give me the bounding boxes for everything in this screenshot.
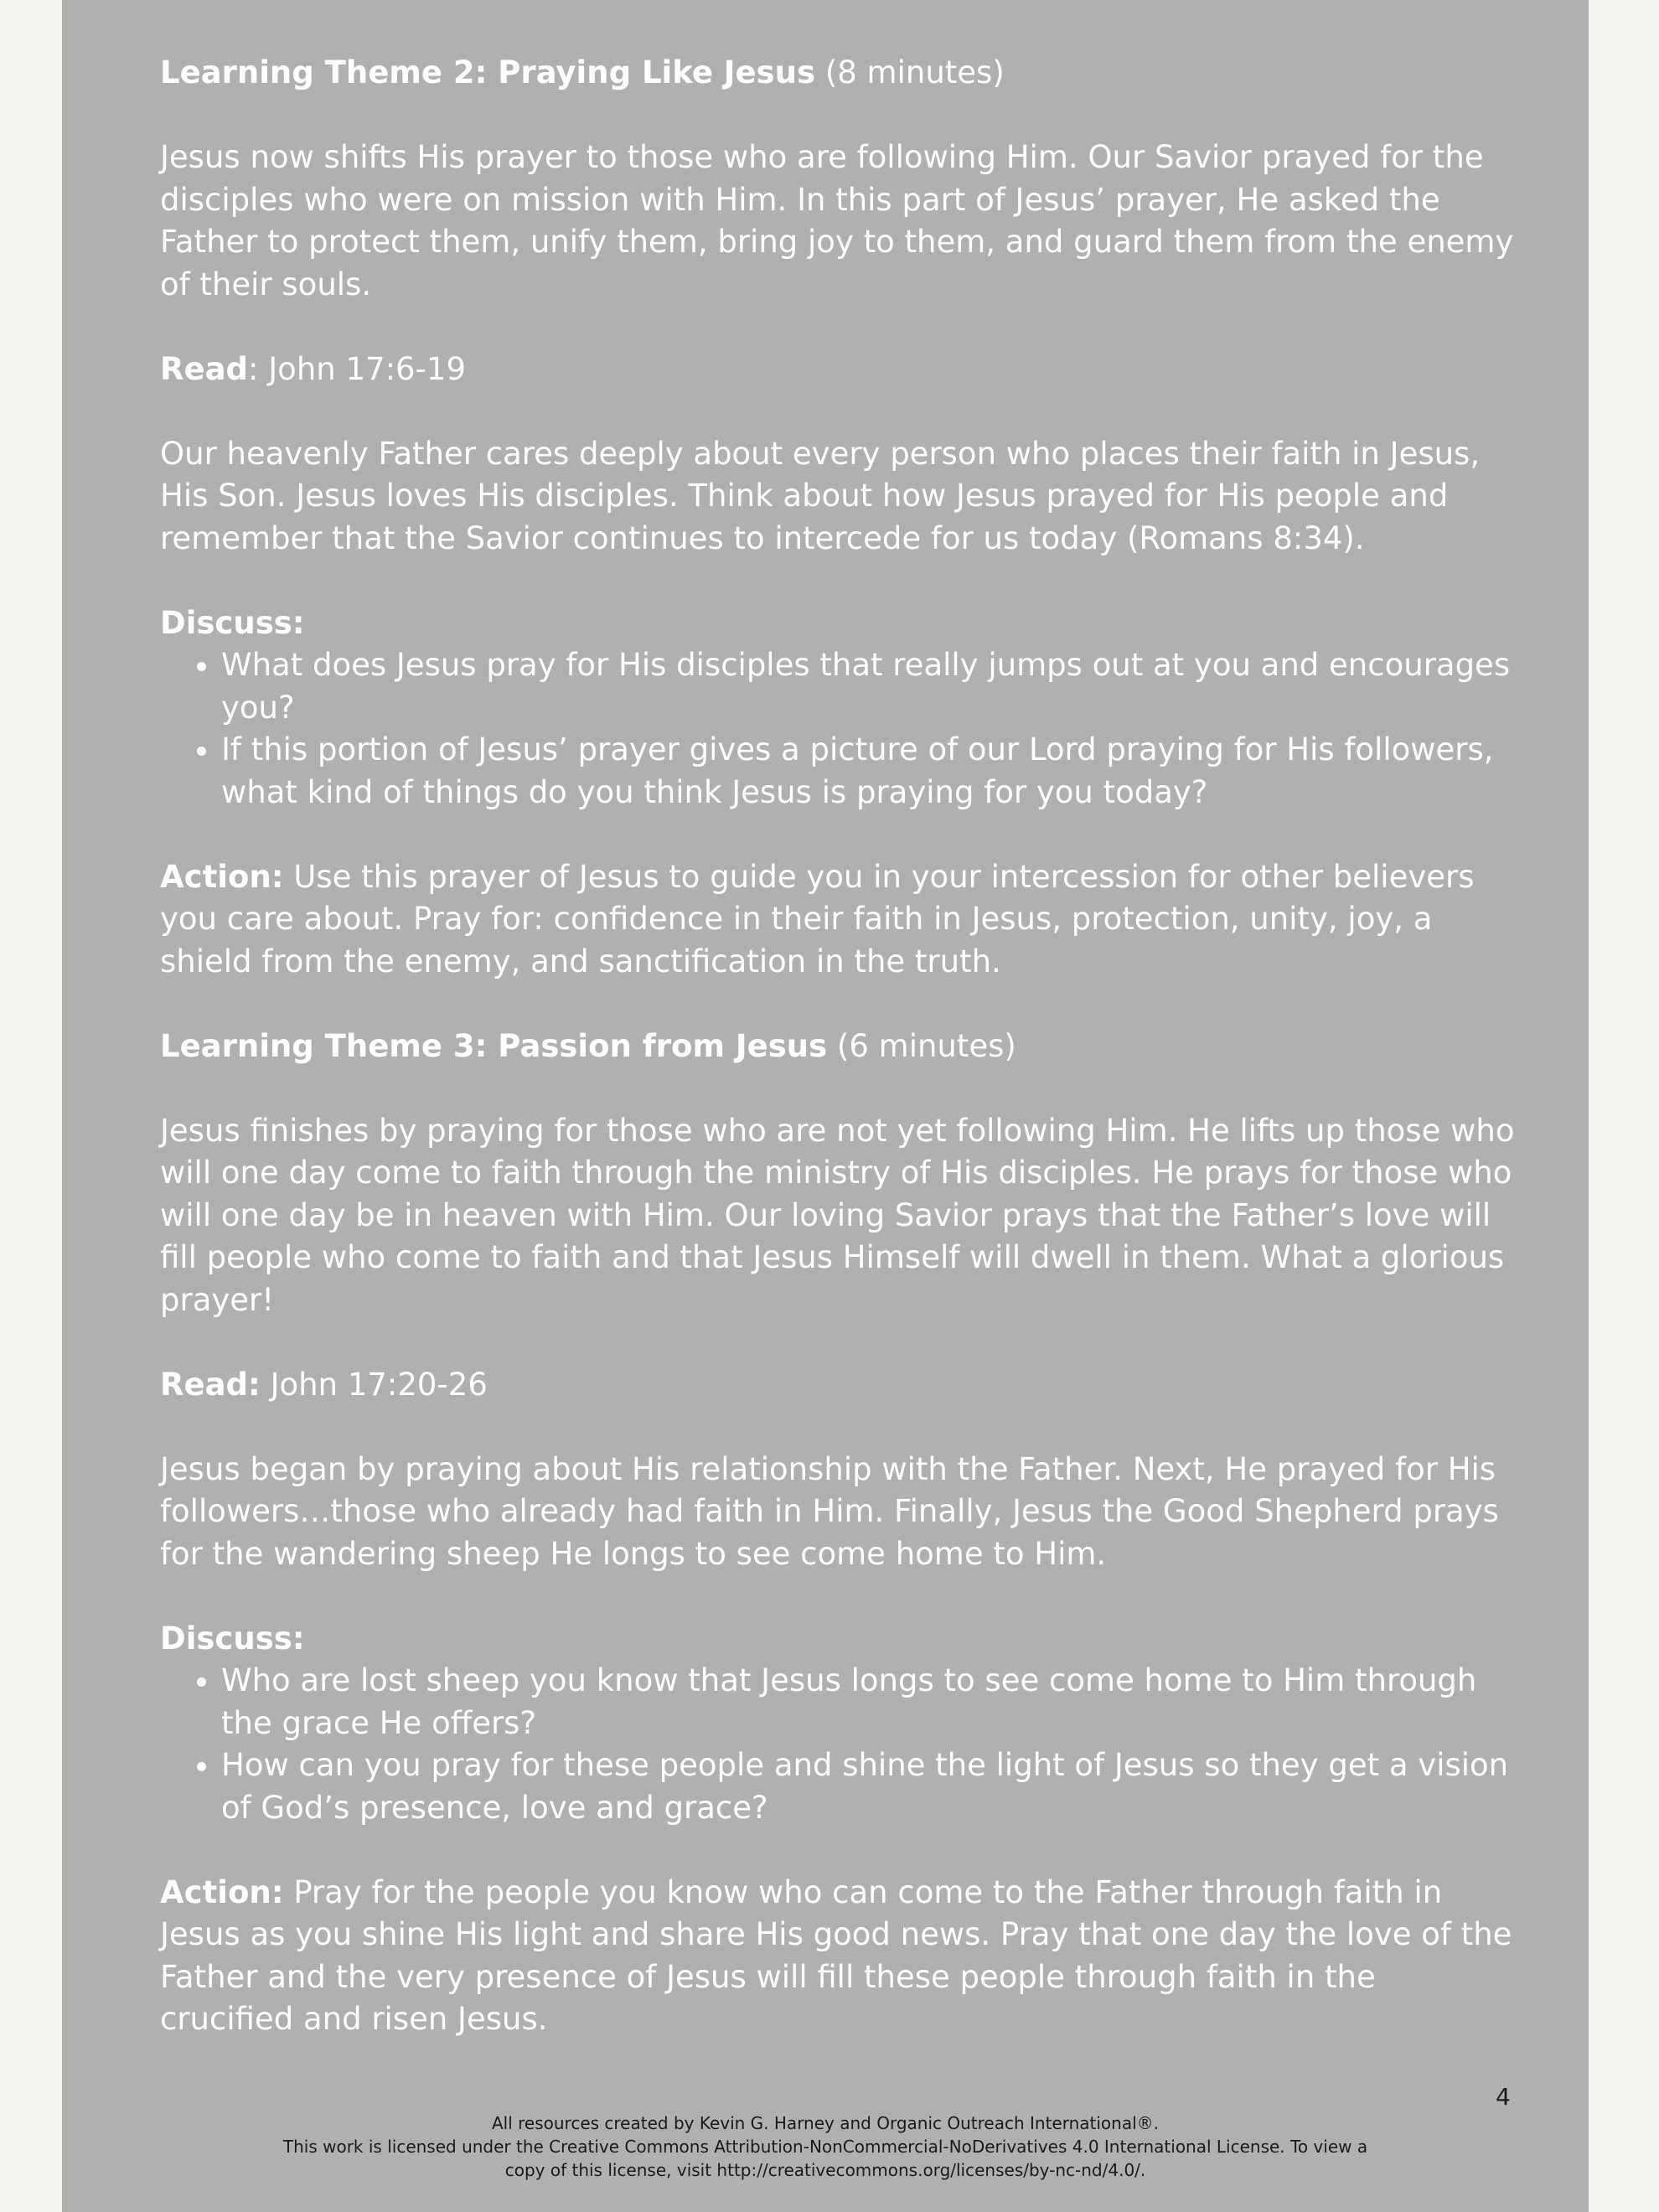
theme-3-action-text: Pray for the people you know who can come to the Father through faith in Jesus as you shine His light and share His good news. Pray that one day the love of the Father and the very presence of Jesus will fill these people through faith in the crucified and risen Jesus.: [160, 1873, 1512, 2037]
theme-3-read: [160, 1364, 1517, 1407]
theme-2-heading: [160, 52, 1517, 95]
list-item: • If this portion of Jesus’ prayer gives a picture of our Lord praying for His followers, what kind of things do you think Jesus is praying for you today?: [221, 729, 1517, 814]
license-footer: [62, 2111, 1589, 2182]
theme-3-read-label: Read:: [160, 1366, 261, 1403]
theme-2-read: [160, 349, 1517, 391]
theme-2-duration: (8 minutes): [824, 54, 1005, 90]
theme-2-read-text: : John 17:6-19: [248, 350, 467, 387]
theme-3-read-text: John 17:20-26: [260, 1366, 488, 1403]
theme-2-discuss-label: Discuss:: [160, 604, 305, 641]
theme-2-discuss-list: [160, 644, 1517, 814]
footer-license: This work is licensed under the Creative Commons Attribution-NonCommercial-NoDerivatives 4.0 International License. To view a: [282, 2137, 1368, 2157]
theme-2-reflection: Our heavenly Father cares deeply about every person who places their faith in Jesus, His Son. Jesus loves His disciples. Think about how Jesus prayed for His people and remember that the Savior continues to intercede for us today (Romans 8:34).: [160, 435, 1481, 556]
page-number: 4: [1496, 2083, 1511, 2111]
list-item: • Who are lost sheep you know that Jesus longs to see come home to Him through the grace He offers?: [221, 1660, 1517, 1744]
footer-credit: All resources created by Kevin G. Harney and Organic Outreach International®.: [491, 2113, 1160, 2133]
theme-2-action: [160, 856, 1517, 984]
theme-3-heading: [160, 1026, 1517, 1068]
theme-2-action-text: Use this prayer of Jesus to guide you in your intercession for other believers you care about. Pray for: confidence in their faith in Jesus, protection, unity, joy, a shield from the enemy, and sanctification in the truth.: [160, 858, 1475, 979]
theme-3-intro: Jesus finishes by praying for those who are not yet following Him. He lifts up those who will one day come to faith through the ministry of His disciples. He prays for those who will one day be in heaven with Him. Our loving Savior prays that the Father’s love will fill people who come to faith and that Jesus Himself will dwell in them. What a glorious prayer!: [160, 1112, 1515, 1318]
theme-2-intro: Jesus now shifts His prayer to those who are following Him. Our Savior prayed for the disciples who were on mission with Him. In this part of Jesus’ prayer, He asked the Father to protect them, unify them, bring joy to them, and guard them from the enemy of their souls.: [160, 139, 1514, 302]
theme-3-duration: (6 minutes): [836, 1027, 1016, 1064]
theme-2-action-label: Action:: [160, 858, 284, 895]
list-item: • What does Jesus pray for His disciples that really jumps out at you and encourages you?: [221, 644, 1517, 729]
theme-3-discuss-list: [160, 1660, 1517, 1829]
theme-2-read-label: Read: [160, 350, 249, 387]
theme-3-discuss-heading: [160, 1618, 1517, 1661]
theme-3-reflection: Jesus began by praying about His relationship with the Father. Next, He prayed for His followers…those who already had faith in Him. Finally, Jesus the Good Shepherd prays for the wandering sheep He longs to see come home to Him.: [160, 1450, 1499, 1572]
footer-license-link: copy of this license, visit http://creativecommons.org/licenses/by-nc-nd/4.0/.: [504, 2160, 1146, 2180]
theme-3-discuss-label: Discuss:: [160, 1620, 305, 1656]
theme-3-action: [160, 1872, 1517, 2041]
theme-2-title: Learning Theme 2: Praying Like Jesus: [160, 54, 816, 90]
theme-3-title: Learning Theme 3: Passion from Jesus: [160, 1027, 828, 1064]
theme-2-discuss-heading: [160, 602, 1517, 645]
lesson-content: [160, 52, 1517, 2083]
theme-3-action-label: Action:: [160, 1873, 284, 1910]
list-item: • How can you pray for these people and shine the light of Jesus so they get a vision of God’s presence, love and grace?: [221, 1744, 1517, 1829]
